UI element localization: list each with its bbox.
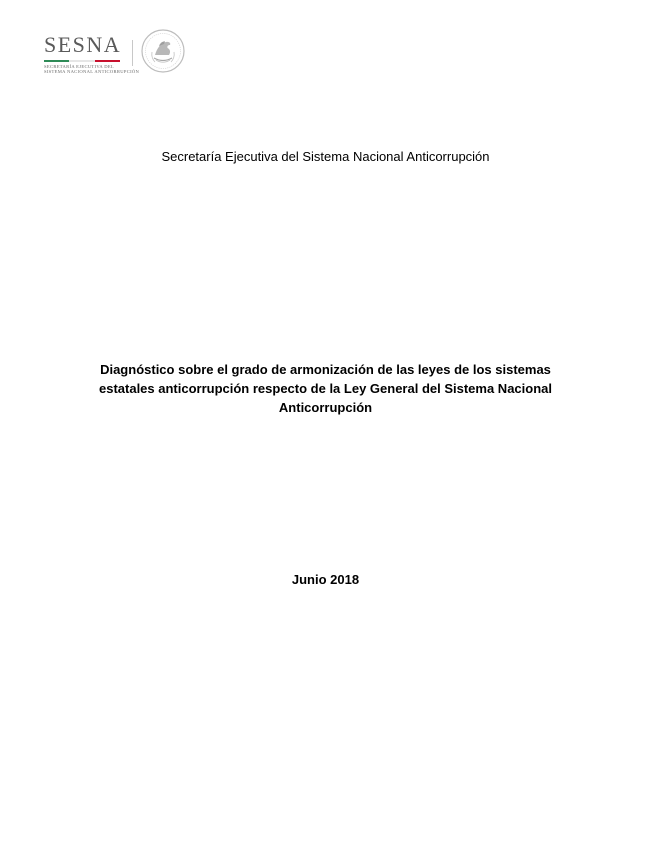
logo-tricolor-rule <box>44 60 120 62</box>
document-title <box>90 360 561 417</box>
logo-wordmark: SESNA <box>44 32 122 57</box>
title-line: Anticorrupción <box>278 400 373 415</box>
sesna-logo <box>40 28 200 78</box>
logo-divider <box>132 40 133 66</box>
coat-of-arms-seal-icon <box>140 28 186 74</box>
logo-subtitle-line1: SECRETARÍA EJECUTIVA DEL <box>44 64 115 69</box>
title-line: estatales anticorrupción respecto de la Ley General del Sistema Nacional <box>98 381 552 396</box>
document-date: Junio 2018 <box>291 572 360 587</box>
organization-name: Secretaría Ejecutiva del Sistema Nacional Anticorrupción <box>161 149 490 164</box>
logo-subtitle-line2: SISTEMA NACIONAL ANTICORRUPCIÓN <box>44 69 140 74</box>
title-line: Diagnóstico sobre el grado de armonización de las leyes de los sistemas <box>100 362 551 377</box>
